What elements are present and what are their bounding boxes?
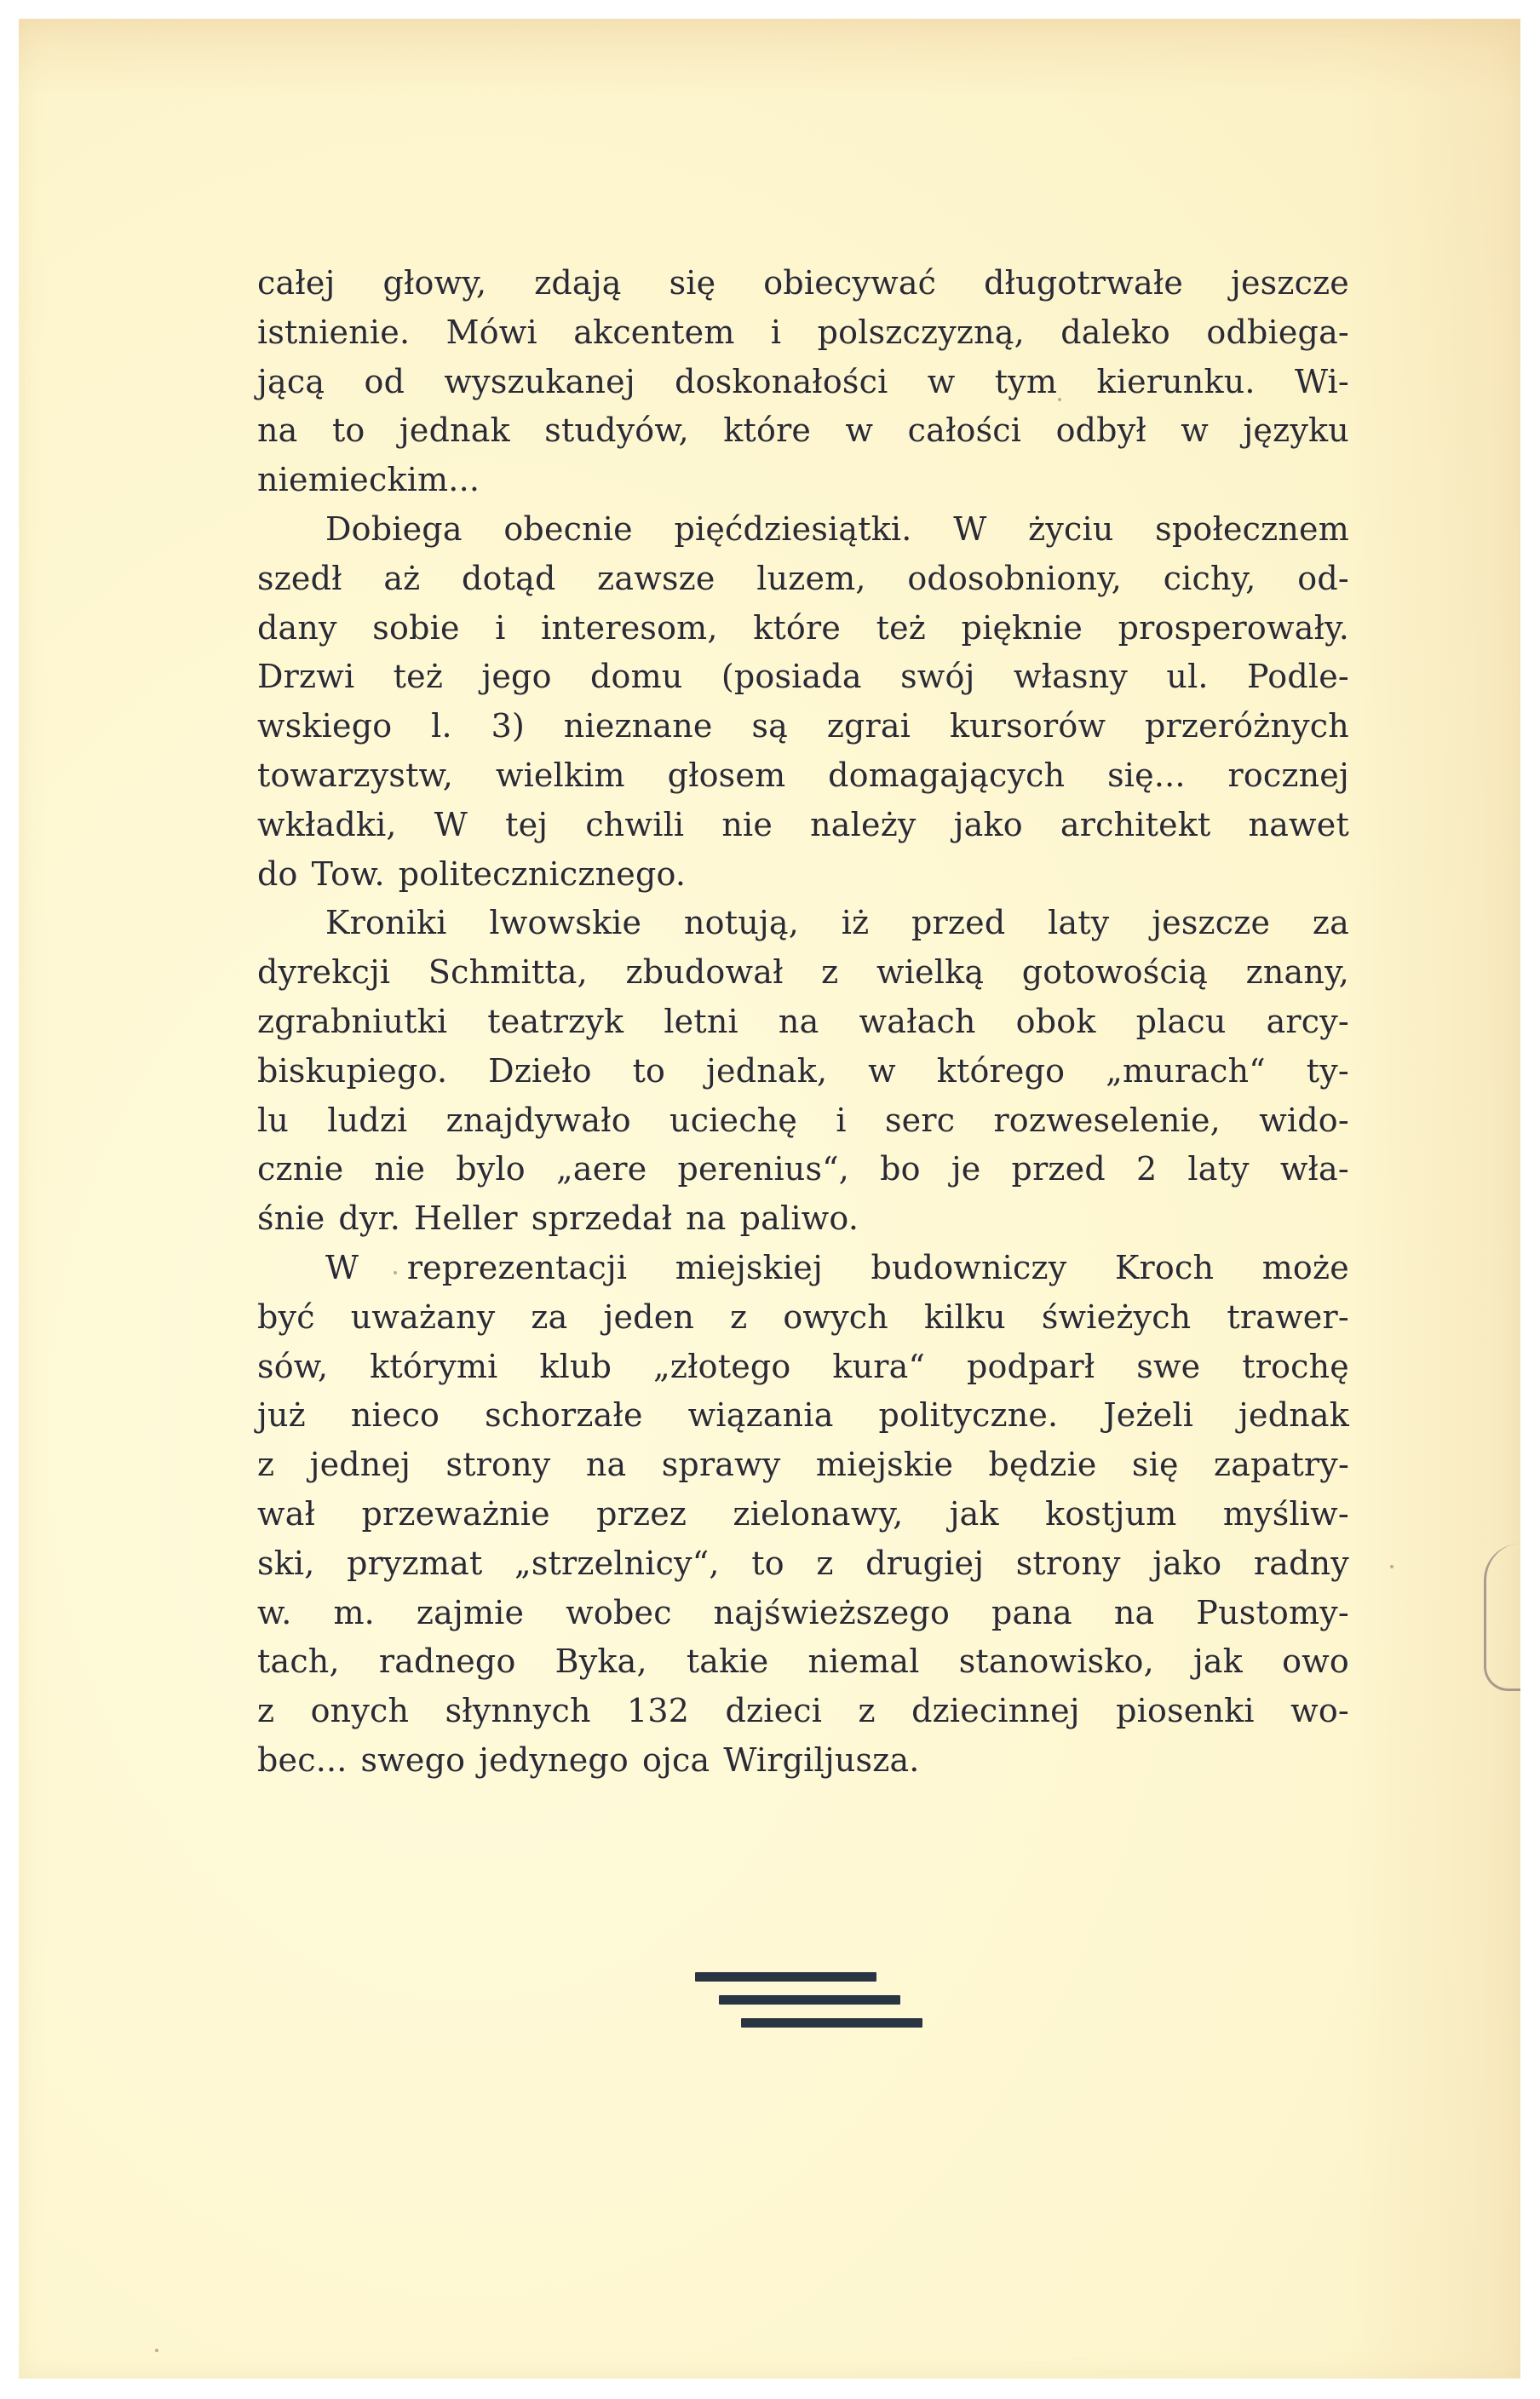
paper-speck (1390, 1565, 1393, 1568)
scanned-page (19, 19, 1520, 2379)
paper-speck (394, 1271, 397, 1274)
paper-speck (155, 2349, 158, 2352)
text-line: być uważany za jeden z owych kilku świeżych trawer- (257, 1297, 1349, 1336)
text-line: wał przeważnie przez zielonawy, jak kostjum myśliw- (257, 1494, 1349, 1533)
text-line: biskupiego. Dzieło to jednak, w którego „murach“ ty- (257, 1051, 1349, 1090)
body-text (257, 259, 1349, 1786)
text-line: jącą od wyszukanej doskonałości w tym kierunku. Wi- (257, 362, 1349, 400)
text-line: W reprezentacji miejskiej budowniczy Kroch może (325, 1248, 1349, 1286)
text-line: zgrabniutki teatrzyk letni na wałach obok placu arcy- (257, 1002, 1349, 1040)
text-line: dyrekcji Schmitta, zbudował z wielką gotowością znany, (257, 953, 1349, 992)
text-line: śnie dyr. Heller sprzedał na paliwo. (257, 1200, 859, 1238)
text-line: lu ludzi znajdywało uciechę i serc rozweselenie, wido- (257, 1101, 1349, 1139)
paragraph (257, 1244, 1349, 1786)
text-line: bec... swego jedynego ojca Wirgiljusza. (257, 1740, 920, 1779)
text-line: w. m. zajmie wobec najświeższego pana na Pustomy- (257, 1593, 1349, 1631)
text-line: tach, radnego Byka, takie niemal stanowisko, jak owo (257, 1642, 1349, 1681)
text-line: Kroniki lwowskie notują, iż przed laty jeszcze za (325, 904, 1349, 942)
text-line: ski, pryzmat „strzelnicy“, to z drugiej strony jako radny (257, 1544, 1349, 1582)
text-line: Dobiega obecnie pięćdziesiątki. W życiu społecznem (325, 509, 1349, 548)
paragraph (257, 259, 1349, 505)
text-line: do Tow. politecznicznego. (257, 854, 687, 893)
text-line: już nieco schorzałe wiązania polityczne. Jeżeli jednak (257, 1396, 1349, 1435)
paragraph (257, 899, 1349, 1244)
margin-pencil-mark (1484, 1544, 1520, 1691)
paper-speck (1058, 398, 1061, 401)
text-line: z jednej strony na sprawy miejskie będzie się zapatry- (257, 1446, 1349, 1484)
text-line: sów, którymi klub „złotego kura“ podparł swe trochę (257, 1347, 1349, 1385)
text-line: dany sobie i interesom, które też pięknie prosperowały. (257, 608, 1349, 647)
text-line: wskiego l. 3) nieznane są zgrai kursorów przeróżnych (257, 707, 1349, 745)
text-line: Drzwi też jego domu (posiada swój własny ul. Podle- (257, 658, 1349, 696)
text-line: towarzystw, wielkim głosem domagających się... rocznej (257, 756, 1349, 794)
text-line: szedł aż dotąd zawsze luzem, odosobniony, cichy, od- (257, 559, 1349, 597)
paragraph (257, 505, 1349, 899)
text-line: wkładki, W tej chwili nie należy jako architekt nawet (257, 805, 1349, 843)
text-line: niemieckim... (257, 461, 480, 499)
text-line: całej głowy, zdają się obiecywać długotrwałe jeszcze (257, 264, 1349, 302)
text-line: z onych słynnych 132 dzieci z dziecinnej piosenki wo- (257, 1692, 1349, 1730)
text-line: na to jednak studyów, które w całości odbył w języku (257, 411, 1349, 450)
text-line: cznie nie bylo „aere perenius“, bo je przed 2 laty wła- (257, 1150, 1349, 1188)
text-line: istnienie. Mówi akcentem i polszczyzną, daleko odbiega- (257, 313, 1349, 351)
